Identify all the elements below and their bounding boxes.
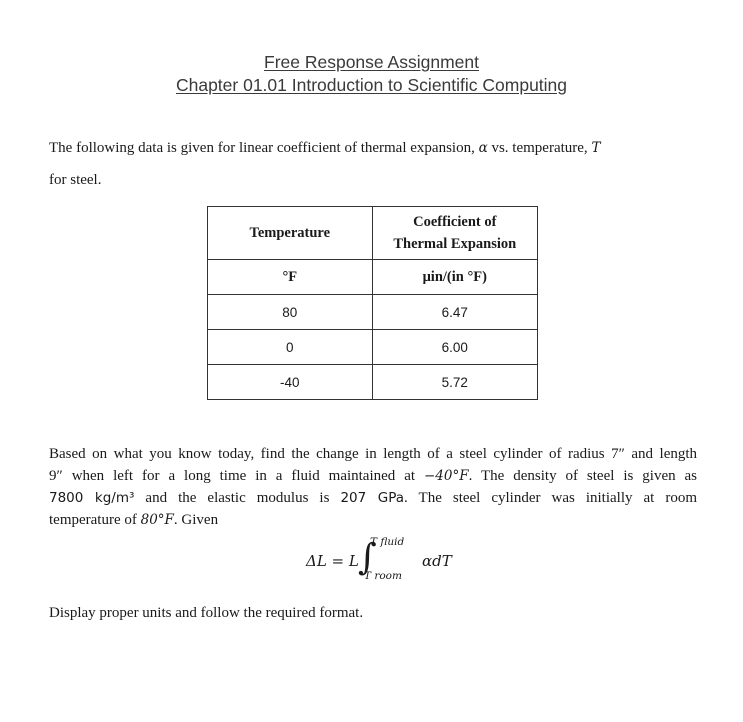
length-value: 9″: [49, 468, 63, 484]
problem-text: . Given: [173, 512, 219, 528]
cell-coefficient: 5.72: [372, 365, 537, 400]
integrand: αdT: [422, 552, 452, 570]
header-temperature: Temperature: [208, 207, 373, 260]
assignment-title: Free Response Assignment: [264, 52, 479, 72]
cell-coefficient: 6.00: [372, 330, 537, 365]
modulus-value: 207 GPa: [340, 490, 405, 506]
unit-temperature: °F: [208, 260, 373, 295]
intro-line-2: for steel.: [49, 172, 102, 188]
cell-temperature: 80: [208, 295, 373, 330]
temperature-symbol: T: [591, 140, 601, 156]
fluid-temperature: −40°F: [423, 468, 469, 484]
problem-text: Based on what you know today, find the change in length of a steel cylinder of radius: [49, 446, 605, 462]
header-coefficient-line1: Coefficient of: [413, 214, 497, 230]
problem-text: . The density of steel is given as: [468, 468, 698, 484]
cell-temperature: 0: [208, 330, 373, 365]
alpha-symbol: α: [478, 140, 488, 156]
cell-temperature: -40: [208, 365, 373, 400]
unit-coefficient: μin/(in °F): [372, 260, 537, 295]
radius-value: 7″: [611, 446, 625, 462]
chapter-title: Chapter 01.01 Introduction to Scientific Computing: [175, 75, 568, 95]
table-units-row: [208, 260, 538, 295]
problem-text: and the elastic modulus is: [145, 490, 330, 506]
header-coefficient-line2: Thermal Expansion: [393, 236, 517, 252]
header-coefficient: [372, 207, 537, 260]
equation-lhs: ΔL = L: [306, 552, 359, 570]
problem-line-4: [49, 509, 697, 531]
problem-line-2: [49, 465, 697, 487]
problem-text: when left for a long time in a fluid maintained at: [71, 468, 416, 484]
table-header-row: [208, 207, 538, 260]
intro-line-1: [49, 139, 600, 157]
problem-line-1: [49, 443, 697, 465]
closing-instruction: Display proper units and follow the required format.: [49, 605, 364, 621]
intro-text: The following data is given for linear coefficient of thermal expansion,: [49, 140, 475, 156]
expansion-data-table: [207, 206, 538, 400]
lower-limit: T room: [364, 570, 402, 582]
problem-text: temperature of: [49, 512, 137, 528]
cell-coefficient: 6.47: [372, 295, 537, 330]
problem-text: and length: [631, 446, 698, 462]
density-value: 7800 kg/m³: [49, 490, 135, 506]
length-change-equation: [300, 536, 460, 592]
integral-sign: ∫: [358, 537, 377, 578]
table-row: [208, 330, 538, 365]
problem-line-3: [49, 487, 697, 509]
problem-text: . The steel cylinder was initially at room: [404, 490, 698, 506]
table-row: [208, 295, 538, 330]
upper-limit: T fluid: [370, 536, 405, 548]
table-row: [208, 365, 538, 400]
problem-statement: [49, 443, 697, 531]
room-temperature: 80°F: [140, 512, 174, 528]
intro-mid-text: vs. temperature,: [491, 140, 588, 156]
